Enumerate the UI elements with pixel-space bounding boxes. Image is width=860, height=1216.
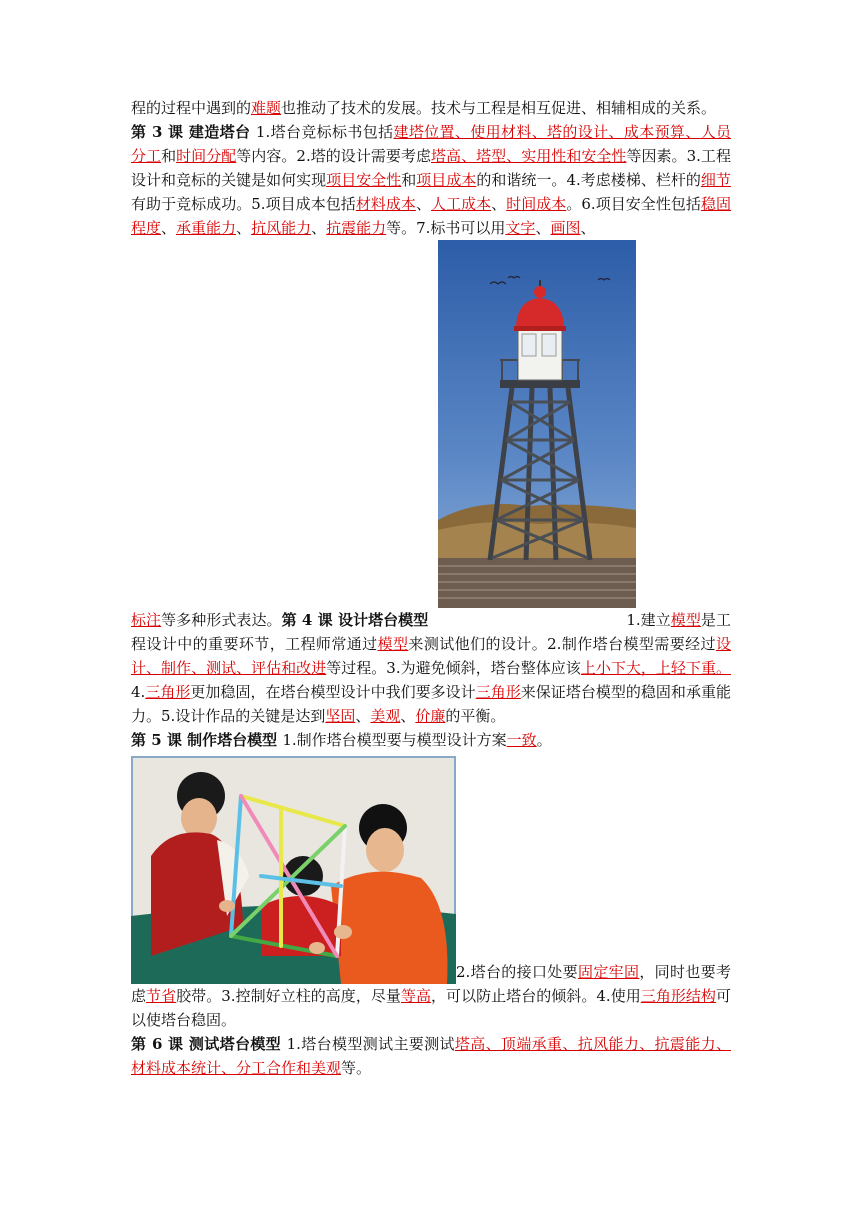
answer-text: 时间成本 xyxy=(506,195,567,213)
text: 可以使塔台稳固。 xyxy=(131,987,731,1029)
answer-text: 三角形 xyxy=(145,683,191,701)
text: 等多种形式表达。 xyxy=(161,611,282,629)
answer-text: 稳固程度 xyxy=(131,195,731,237)
text: ，同时也要考虑 xyxy=(131,963,731,1005)
text: 的和谐统一。4.考虑楼梯、栏杆的 xyxy=(476,171,701,189)
answer-text: 等高 xyxy=(400,987,432,1005)
lesson-title: 第 4 课 设计塔台模型 xyxy=(281,611,429,629)
lesson-title: 第 6 课 测试塔台模型 xyxy=(131,1035,287,1053)
text: 等。7.标书可以用 xyxy=(386,219,506,237)
answer-text: 人工成本 xyxy=(431,195,492,213)
answer-text: 一致 xyxy=(506,731,537,749)
text: 和 xyxy=(401,171,417,189)
text: 、 xyxy=(311,219,327,237)
answer-text: 文字 xyxy=(505,219,536,237)
answer-text: 承重能力 xyxy=(176,219,237,237)
answer-text: 画图 xyxy=(550,219,581,237)
answer-text: 模型 xyxy=(377,635,409,653)
text: 的平衡。 xyxy=(445,707,506,725)
text: 2.塔台的接口处要 xyxy=(456,963,578,981)
text: 、 xyxy=(535,219,551,237)
answer-text: 材料成本 xyxy=(355,195,416,213)
answer-text: 节省 xyxy=(146,987,177,1005)
answer-text: 抗震能力 xyxy=(326,219,387,237)
document-page xyxy=(131,96,731,1080)
answer-text: 价廉 xyxy=(415,707,446,725)
lighthouse-photo xyxy=(438,240,636,608)
lesson-3-end-and-lesson-4 xyxy=(131,608,731,728)
text: 等因素。3.工程设计和竞标的关键是如何实现 xyxy=(131,147,731,189)
text: 是工程设计中的重要环节，工程师常通过 xyxy=(131,611,731,653)
answer-text: 固定牢固 xyxy=(577,963,640,981)
answer-text: 塔高、顶端承重、抗风能力、抗震能力、材料成本统计、分工合作和美观 xyxy=(131,1035,731,1077)
text: 1.塔台模型测试主要测试 xyxy=(286,1035,455,1053)
text: 来测试他们的设计。2.制作塔台模型需要经过 xyxy=(408,635,716,653)
lesson-5 xyxy=(131,728,731,752)
lesson-6 xyxy=(131,1032,731,1080)
text: 更加稳固，在塔台模型设计中我们要多设计 xyxy=(190,683,476,701)
answer-text: 模型 xyxy=(670,611,701,629)
answer-text: 塔高、塔型、实用性和安全性 xyxy=(431,147,627,165)
text: 4. xyxy=(131,683,146,701)
answer-text: 三角形 xyxy=(475,683,521,701)
text: 有助于竞标成功。5.项目成本包括 xyxy=(131,195,356,213)
text: 和 xyxy=(161,147,177,165)
paragraph-intro xyxy=(131,96,731,120)
text: 、 xyxy=(400,707,416,725)
text: 等过程。3.为避免倾斜，塔台整体应该 xyxy=(326,659,581,677)
answer-text: 项目安全性 xyxy=(326,171,402,189)
answer-text: 细节 xyxy=(700,171,731,189)
children-building-model-photo xyxy=(131,756,456,984)
answer-text: 难题 xyxy=(251,99,282,117)
lesson-5-continued xyxy=(131,752,731,1032)
answer-text: 三角形结构 xyxy=(640,987,716,1005)
children-illustration xyxy=(131,756,456,984)
answer-text: 美观 xyxy=(370,707,401,725)
text: ，可以防止塔台的倾斜。4.使用 xyxy=(431,987,641,1005)
text: 也推动了技术的发展。技术与工程是相互促进、相辅相成的关系。 xyxy=(281,99,717,117)
text: 、 xyxy=(161,219,177,237)
answer-text: 建塔位置、使用材料、塔的设计、成本预算、人员分工 xyxy=(131,123,732,165)
answer-text: 上小下大，上轻下重。 xyxy=(580,659,731,677)
text: 等内容。2.塔的设计需要考虑 xyxy=(236,147,432,165)
lesson-3 xyxy=(131,120,731,240)
text: 、 xyxy=(355,707,371,725)
text: 胶带。3.控制好立柱的高度，尽量 xyxy=(176,987,401,1005)
text: 1.塔台竞标标书包括 xyxy=(255,123,394,141)
text: 等。 xyxy=(341,1059,372,1077)
answer-text: 设计、制作、测试、评估和改进 xyxy=(131,635,731,677)
text: 1.建立 xyxy=(626,611,671,629)
text: 来保证塔台模型的稳固和承重能力。5.设计作品的关键是达到 xyxy=(131,683,731,725)
text: 、 xyxy=(236,219,252,237)
text: 1.制作塔台模型要与模型设计方案 xyxy=(282,731,507,749)
text: 、 xyxy=(580,219,596,237)
text: 程的过程中遇到的 xyxy=(131,99,252,117)
answer-text: 抗风能力 xyxy=(251,219,312,237)
lighthouse-illustration xyxy=(438,240,636,608)
answer-text: 标注 xyxy=(131,611,162,629)
text: 、 xyxy=(415,195,431,213)
text: 。6.项目安全性包括 xyxy=(566,195,701,213)
answer-text: 时间分配 xyxy=(176,147,237,165)
text: 。 xyxy=(536,731,552,749)
answer-text: 坚固 xyxy=(325,707,356,725)
lesson-title: 第 5 课 制作塔台模型 xyxy=(131,731,283,749)
text: 、 xyxy=(491,195,507,213)
answer-text: 项目成本 xyxy=(416,171,477,189)
lesson-title: 第 3 课 建造塔台 xyxy=(131,123,256,141)
